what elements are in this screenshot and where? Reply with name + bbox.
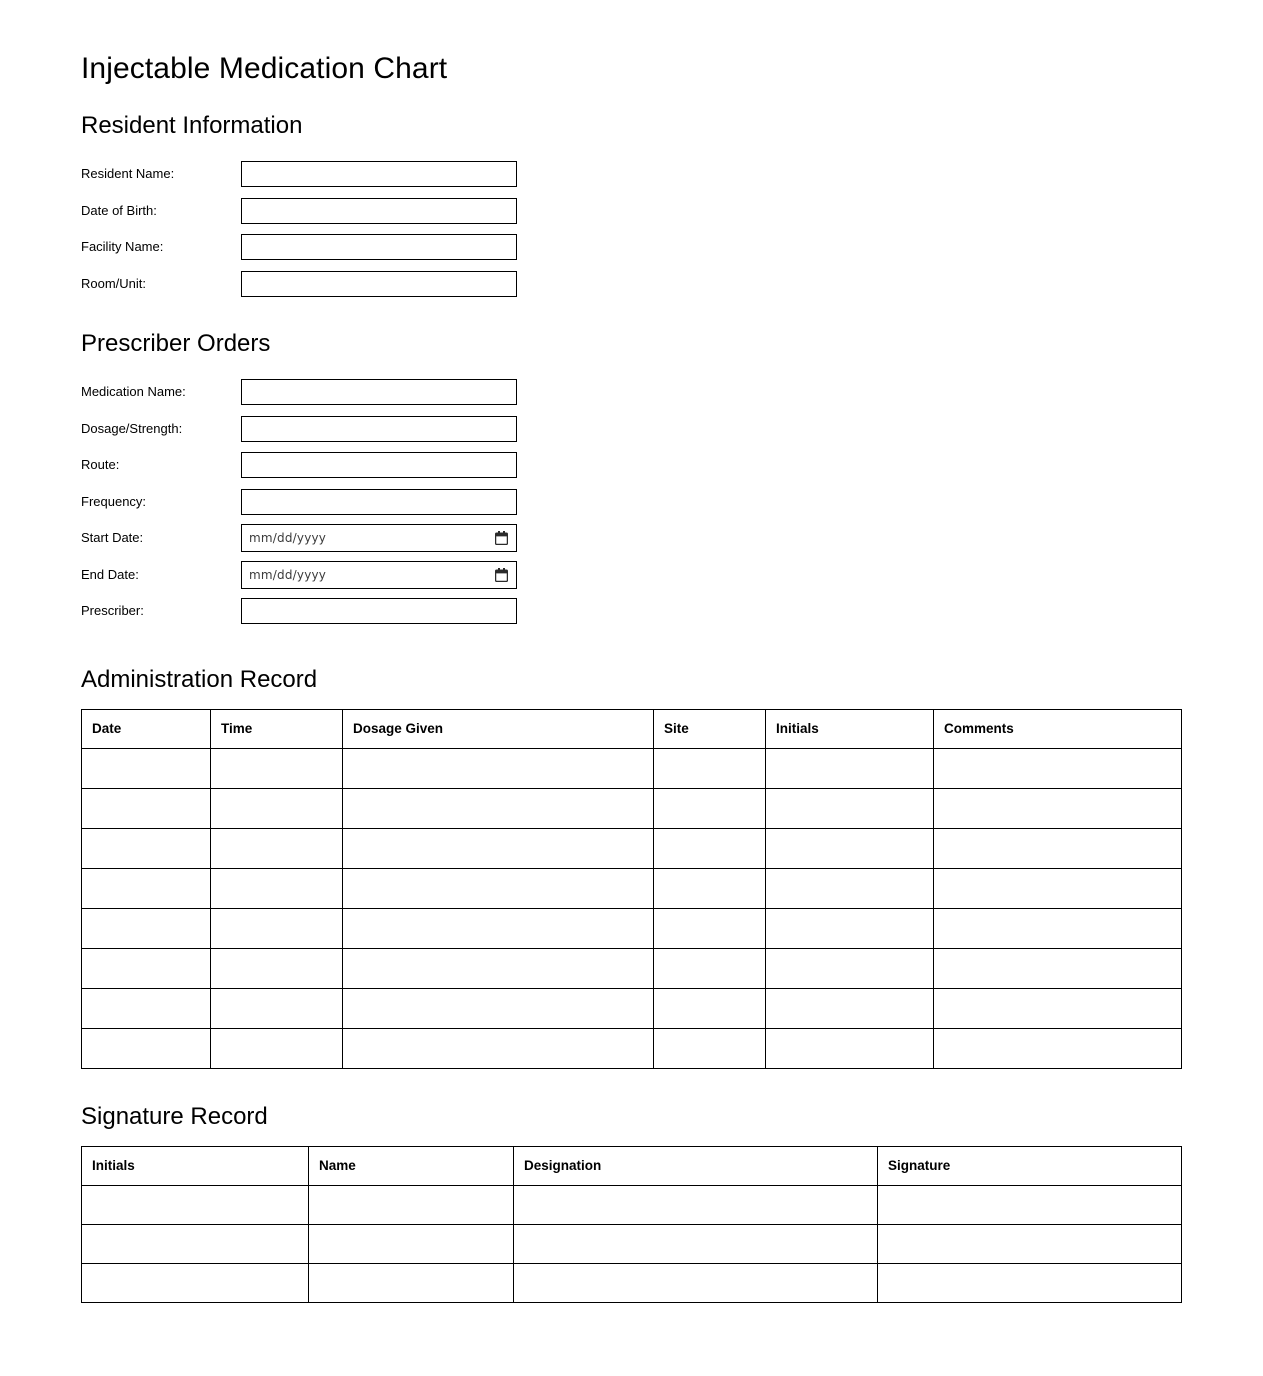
cell-date[interactable] [82, 788, 211, 828]
cell-site[interactable] [654, 788, 766, 828]
cell-time[interactable] [211, 788, 343, 828]
label-room-unit: Room/Unit: [81, 275, 147, 291]
cell-comments[interactable] [934, 1028, 1182, 1068]
form-row-facility-name [81, 229, 1181, 266]
prescriber-input[interactable] [241, 598, 517, 624]
cell-date[interactable] [82, 948, 211, 988]
cell-date[interactable] [82, 1028, 211, 1068]
column-header-dosage-given: Dosage Given [343, 709, 654, 748]
cell-date[interactable] [82, 828, 211, 868]
cell-comments[interactable] [934, 788, 1182, 828]
cell-comments[interactable] [934, 988, 1182, 1028]
column-header-time: Time [211, 709, 343, 748]
table-row[interactable] [82, 1224, 1182, 1263]
label-start-date: Start Date: [81, 530, 144, 546]
cell-comments[interactable] [934, 868, 1182, 908]
signature-record-body [82, 1185, 1182, 1302]
date-of-birth-input[interactable] [241, 198, 517, 224]
label-end-date: End Date: [81, 566, 139, 582]
section-heading-prescriber-orders: Prescriber Orders [81, 330, 271, 357]
table-row[interactable] [82, 748, 1182, 788]
cell-initials[interactable] [766, 828, 934, 868]
form-row-date-of-birth [81, 193, 1181, 230]
cell-initials[interactable] [82, 1263, 309, 1302]
cell-site[interactable] [654, 1028, 766, 1068]
label-facility-name: Facility Name: [81, 239, 164, 255]
column-header-date: Date [82, 709, 211, 748]
cell-signature[interactable] [878, 1263, 1182, 1302]
cell-initials[interactable] [766, 868, 934, 908]
page-title: Injectable Medication Chart [81, 52, 448, 85]
cell-name[interactable] [309, 1224, 514, 1263]
cell-name[interactable] [309, 1185, 514, 1224]
cell-dosage-given[interactable] [343, 988, 654, 1028]
cell-designation[interactable] [514, 1185, 878, 1224]
section-heading-signature-record: Signature Record [81, 1102, 268, 1130]
section-heading-administration-record: Administration Record [81, 665, 318, 693]
form-row-resident-name [81, 156, 1181, 193]
label-prescriber: Prescriber: [81, 603, 144, 619]
prescriber-orders-fields [81, 374, 1181, 630]
table-row[interactable] [82, 1028, 1182, 1068]
cell-dosage-given[interactable] [343, 788, 654, 828]
table-header-row [82, 1146, 1182, 1185]
cell-date[interactable] [82, 868, 211, 908]
cell-site[interactable] [654, 868, 766, 908]
cell-date[interactable] [82, 988, 211, 1028]
room-unit-input[interactable] [241, 271, 517, 297]
table-row[interactable] [82, 1263, 1182, 1302]
route-input[interactable] [241, 452, 517, 478]
cell-initials[interactable] [82, 1185, 309, 1224]
column-header-name: Name [309, 1146, 514, 1185]
cell-designation[interactable] [514, 1263, 878, 1302]
cell-site[interactable] [654, 908, 766, 948]
resident-name-input[interactable] [241, 161, 517, 187]
form-row-room-unit [81, 266, 1181, 303]
cell-initials[interactable] [766, 988, 934, 1028]
cell-dosage-given[interactable] [343, 948, 654, 988]
form-row-start-date [81, 520, 1181, 557]
label-resident-name: Resident Name: [81, 166, 175, 182]
end-date-placeholder: mm/dd/yyyy [249, 567, 327, 582]
cell-time[interactable] [211, 828, 343, 868]
cell-date[interactable] [82, 908, 211, 948]
form-row-frequency [81, 484, 1181, 521]
label-dosage-strength: Dosage/Strength: [81, 420, 183, 436]
cell-site[interactable] [654, 748, 766, 788]
column-header-designation: Designation [514, 1146, 878, 1185]
cell-comments[interactable] [934, 828, 1182, 868]
table-row[interactable] [82, 868, 1182, 908]
cell-comments[interactable] [934, 948, 1182, 988]
form-row-route [81, 447, 1181, 484]
cell-initials[interactable] [82, 1224, 309, 1263]
start-date-placeholder: mm/dd/yyyy [249, 531, 327, 546]
column-header-initials: Initials [766, 709, 934, 748]
column-header-site: Site [654, 709, 766, 748]
administration-record-body [82, 748, 1182, 1068]
resident-information-fields [81, 156, 1181, 302]
label-date-of-birth: Date of Birth: [81, 202, 157, 218]
table-row[interactable] [82, 948, 1182, 988]
administration-record-table [81, 709, 1182, 1069]
column-header-initials: Initials [82, 1146, 309, 1185]
label-medication-name: Medication Name: [81, 384, 186, 400]
start-date-input[interactable] [241, 524, 517, 552]
cell-signature[interactable] [878, 1224, 1182, 1263]
cell-time[interactable] [211, 1028, 343, 1068]
cell-comments[interactable] [934, 748, 1182, 788]
table-row[interactable] [82, 908, 1182, 948]
cell-initials[interactable] [766, 748, 934, 788]
form-content [81, 0, 1181, 1303]
table-header-row [82, 709, 1182, 748]
cell-time[interactable] [211, 948, 343, 988]
table-row[interactable] [82, 828, 1182, 868]
cell-initials[interactable] [766, 1028, 934, 1068]
form-row-dosage-strength [81, 411, 1181, 448]
cell-comments[interactable] [934, 908, 1182, 948]
cell-dosage-given[interactable] [343, 908, 654, 948]
cell-designation[interactable] [514, 1224, 878, 1263]
frequency-input[interactable] [241, 489, 517, 515]
section-heading-resident-information: Resident Information [81, 112, 303, 139]
form-row-medication-name [81, 374, 1181, 411]
table-row[interactable] [82, 988, 1182, 1028]
cell-time[interactable] [211, 868, 343, 908]
cell-dosage-given[interactable] [343, 1028, 654, 1068]
medication-name-input[interactable] [241, 379, 517, 405]
label-route: Route: [81, 457, 120, 473]
facility-name-input[interactable] [241, 234, 517, 260]
cell-initials[interactable] [766, 948, 934, 988]
cell-site[interactable] [654, 988, 766, 1028]
cell-dosage-given[interactable] [343, 828, 654, 868]
dosage-strength-input[interactable] [241, 416, 517, 442]
cell-initials[interactable] [766, 788, 934, 828]
label-frequency: Frequency: [81, 493, 147, 509]
column-header-comments: Comments [934, 709, 1182, 748]
cell-dosage-given[interactable] [343, 748, 654, 788]
table-row[interactable] [82, 1185, 1182, 1224]
cell-site[interactable] [654, 828, 766, 868]
cell-dosage-given[interactable] [343, 868, 654, 908]
cell-site[interactable] [654, 948, 766, 988]
cell-name[interactable] [309, 1263, 514, 1302]
column-header-signature: Signature [878, 1146, 1182, 1185]
cell-initials[interactable] [766, 908, 934, 948]
table-row[interactable] [82, 788, 1182, 828]
calendar-icon[interactable] [495, 568, 508, 582]
calendar-icon[interactable] [495, 531, 508, 545]
form-row-prescriber [81, 593, 1181, 630]
cell-signature[interactable] [878, 1185, 1182, 1224]
cell-time[interactable] [211, 988, 343, 1028]
cell-time[interactable] [211, 748, 343, 788]
form-row-end-date [81, 557, 1181, 594]
signature-record-table [81, 1146, 1182, 1303]
cell-time[interactable] [211, 908, 343, 948]
cell-date[interactable] [82, 748, 211, 788]
end-date-input[interactable] [241, 561, 517, 589]
